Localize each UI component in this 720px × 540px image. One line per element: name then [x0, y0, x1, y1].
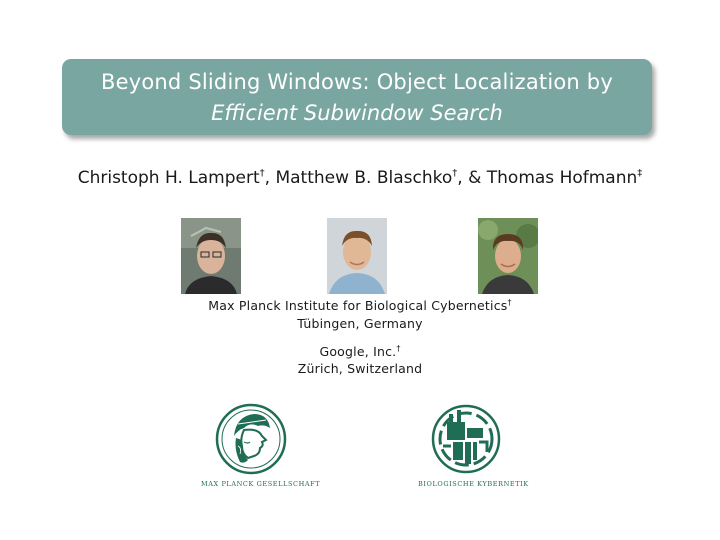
author-photo-blaschko	[327, 218, 387, 294]
affiliation-mark: †	[507, 298, 512, 307]
logo-caption-biological-cybernetics: BIOLOGISCHE KYBERNETIK	[418, 480, 529, 488]
author-photo-hofmann	[478, 218, 538, 294]
author-mark: †	[259, 168, 265, 179]
author-separator: ,	[264, 168, 276, 188]
affiliation-mpi-location: Tübingen, Germany	[297, 316, 423, 331]
affiliation-mark: †	[396, 344, 401, 353]
author-mark: ‡	[637, 168, 643, 179]
author-list	[0, 168, 720, 188]
author-separator: , &	[457, 168, 487, 188]
title-box	[62, 59, 652, 135]
logo-caption-max-planck: MAX PLANCK GESELLSCHAFT	[201, 480, 321, 488]
biological-cybernetics-logo-icon	[429, 402, 503, 480]
affiliation-name: Max Planck Institute for Biological Cybernetics	[208, 298, 508, 313]
author-mark: †	[452, 168, 458, 179]
author-photo-lampert	[181, 218, 241, 294]
title-line-1: Beyond Sliding Windows: Object Localization by	[101, 70, 613, 94]
author-name: Matthew B. Blaschko	[275, 168, 453, 188]
title-line-2: Efficient Subwindow Search	[211, 101, 503, 125]
affiliation-name: Google, Inc.	[319, 344, 397, 359]
author-name: Thomas Hofmann	[486, 168, 638, 188]
author-name: Christoph H. Lampert	[77, 168, 260, 188]
affiliation-google-location: Zürich, Switzerland	[297, 361, 423, 376]
affiliation-google	[0, 344, 720, 359]
affiliation-mpi	[0, 298, 720, 313]
minerva-seal-icon	[214, 402, 288, 480]
